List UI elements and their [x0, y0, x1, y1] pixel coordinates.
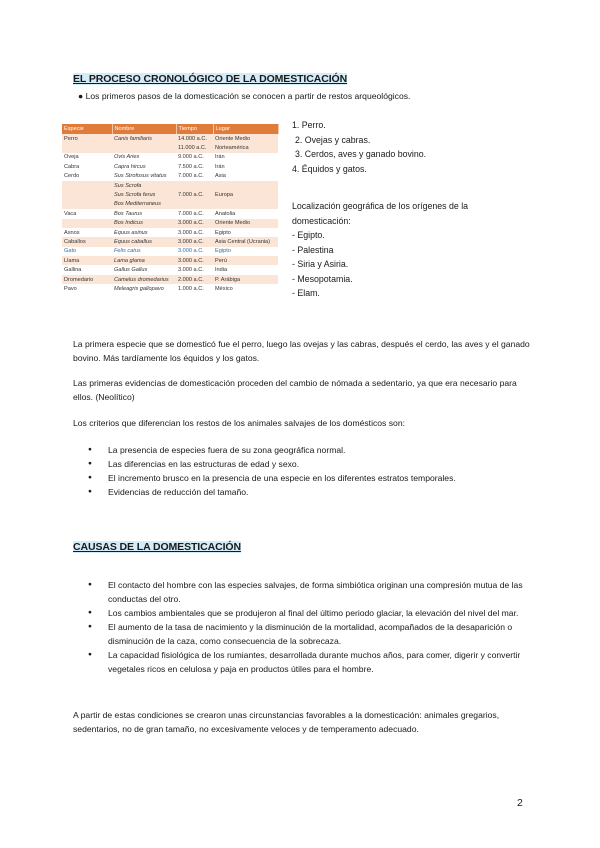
list-item: 1. Perro.	[292, 120, 326, 130]
list-item: - Egipto.	[292, 230, 325, 240]
table-row	[62, 228, 278, 237]
table-cell: Oveja	[64, 154, 79, 161]
table-cell: Perú	[213, 256, 278, 265]
table-cell: Norteamérica	[213, 143, 278, 152]
table-cell: 11.000 a.C.	[176, 143, 213, 152]
table-row	[62, 265, 278, 274]
domestication-table	[62, 124, 279, 294]
criteria-list	[88, 443, 528, 499]
list-item: ● La presencia de especies fuera de su zona geográfica normal.	[88, 443, 528, 457]
paragraph-conclusion: A partir de estas condiciones se crearon unas circunstancias favorables a la domesticación: animales gregarios, sedentarios, no de gran tamaño, no excesivamente veloces y de temperamento adecuado.	[73, 710, 500, 734]
geographic-origins	[292, 199, 482, 301]
table-cell: Anatolia	[215, 210, 236, 217]
table-cell	[176, 200, 213, 209]
table-cell: 3.000 a.C.	[176, 256, 213, 265]
table-row	[62, 275, 278, 284]
table-header-cell: Lugar	[213, 124, 278, 134]
table-row	[62, 247, 278, 256]
table-row	[62, 181, 278, 190]
table-cell: Asnos	[64, 229, 80, 236]
table-row	[62, 219, 278, 228]
list-item: ● El incremento brusco en la presencia de una especie en los diferentes estratos temporales.	[88, 471, 528, 485]
table-row	[62, 153, 278, 162]
list-item: ● Evidencias de reducción del tamaño.	[88, 485, 528, 499]
list-item: - Mesopotamia.	[292, 273, 353, 284]
paragraph-first-species: La primera especie que se domesticó fue el perro, luego las ovejas y las cabras, después el cerdo, las aves y el ganado bovino. Más tardíamente los équidos y los gatos.	[73, 339, 530, 363]
table-cell: Europa	[213, 190, 278, 199]
list-item: ● La capacidad fisiológica de los rumiantes, desarrollada durante muchos años, para comer, digerir y convertir vegetales ricos en celulosa y paja en productos útiles para el hombre.	[88, 648, 528, 676]
table-cell: Caballos	[62, 237, 112, 246]
table-cell: Asia	[215, 173, 226, 180]
table-header-cell: Nombre	[112, 124, 176, 134]
table-row	[62, 209, 278, 218]
table-cell: 7.000 a.C.	[178, 173, 204, 180]
table-cell: México	[215, 285, 233, 292]
table-cell: Pavo	[64, 285, 77, 292]
table-cell: 3.000 a.C.	[178, 248, 204, 255]
table-cell	[62, 200, 112, 209]
paragraph-first-evidence: Las primeras evidencias de domesticación proceden del cambio de nómada a sedentario, ya que era necesario para ellos. (Neolítico)	[73, 378, 517, 402]
table-cell: Equus caballus	[112, 237, 176, 246]
table-cell	[213, 181, 278, 190]
table-body	[62, 134, 278, 294]
list-item: ● El contacto del hombre con las especies salvajes, de forma simbiótica originan una compresión mutua de las conductas del otro.	[88, 578, 528, 606]
table-cell: Irán	[215, 154, 225, 161]
table-cell: Canis familiaris	[112, 134, 176, 143]
table-cell: Meleagris gallopavo	[114, 285, 164, 292]
section-title-chronology: EL PROCESO CRONOLÓGICO DE LA DOMESTICACIÓN	[73, 73, 348, 85]
table-row	[62, 134, 278, 143]
section-title-causes: CAUSAS DE LA DOMESTICACIÓN	[73, 541, 241, 553]
table-cell: 3.000 a.C.	[178, 229, 204, 236]
table-cell: Irán	[215, 163, 225, 170]
table-cell: Oriente Medio	[213, 134, 278, 143]
domestication-order-list	[292, 118, 426, 176]
table-cell: Capra hircus	[114, 163, 146, 170]
list-item: - Siria y Asiria.	[292, 259, 349, 269]
table-cell: 2.000 a.C.	[176, 275, 213, 284]
table-cell: 7.000 a.C.	[176, 190, 213, 199]
table-cell: Ovis Aries	[114, 154, 140, 161]
table-cell: Sus Scrofa	[112, 181, 176, 190]
paragraph-criteria-intro: Los criterios que diferencian los restos de los animales salvajes de los domésticos son:	[73, 418, 405, 428]
table-cell: Bos Indicus	[112, 219, 176, 228]
list-item: ● Los cambios ambientales que se produjeron al final del último periodo glaciar, la elevación del nivel del mar.	[88, 606, 528, 620]
table-row	[62, 190, 278, 199]
table-cell: Dromedario	[62, 275, 112, 284]
table-cell: Gallus Gallus	[114, 267, 148, 274]
table-cell: Sus Scrofa ferus	[112, 190, 176, 199]
table-row	[62, 143, 278, 152]
table-cell	[62, 219, 112, 228]
list-item: ● El aumento de la tasa de nacimiento y la disminución de la mortalidad, acompañados de la desaparición o disminución de la caza, como consecuencia de la sobrecaza.	[88, 620, 528, 648]
table-row	[62, 162, 278, 171]
table-cell: 9.000 a.C.	[178, 154, 204, 161]
table-cell	[62, 143, 112, 152]
table-cell: Equus asinus	[114, 229, 148, 236]
table-cell: 3.000 a.C.	[176, 237, 213, 246]
table-cell: Felis catus	[114, 248, 141, 255]
table-cell: Cabra	[64, 163, 80, 170]
table-cell: Sus Strofosus vitatus	[114, 173, 167, 180]
table-cell: 3.000 a.C.	[176, 219, 213, 228]
list-item: 3. Cerdos, aves y ganado bovino.	[295, 149, 427, 159]
list-item: 2. Ovejas y cabras.	[295, 134, 371, 145]
intro-bullet: ● Los primeros pasos de la domesticación se conocen a partir de restos arqueológicos.	[78, 91, 411, 101]
table-cell: Llama	[62, 256, 112, 265]
list-item: - Elam.	[292, 288, 320, 298]
causes-list	[88, 578, 528, 676]
table-cell: Bos Taurus	[114, 210, 143, 217]
table-cell: P. Arábiga	[213, 275, 278, 284]
page-number: 2	[517, 797, 523, 809]
table-cell	[112, 143, 176, 152]
bullet-icon: ●	[78, 91, 84, 101]
table-cell: Vaca	[64, 210, 77, 217]
table-header-cell: Especie	[62, 124, 112, 134]
table-cell: Asia Central (Ucrania)	[213, 237, 278, 246]
table-row	[62, 256, 278, 265]
list-item: ● Las diferencias en las estructuras de edad y sexo.	[88, 457, 528, 471]
table-cell: Bos Mediterraneus	[112, 200, 176, 209]
table-cell: Oriente Medio	[213, 219, 278, 228]
table-cell	[62, 181, 112, 190]
table-cell: 3.000 a.C.	[178, 267, 204, 274]
table-row	[62, 172, 278, 181]
list-item: 4. Équidos y gatos.	[292, 163, 367, 174]
geo-title: Localización geográfica de los orígenes de la domesticación:	[292, 201, 469, 226]
table-cell	[176, 181, 213, 190]
table-header-row	[62, 124, 278, 134]
table-cell: Cerdo	[64, 173, 80, 180]
table-row	[62, 237, 278, 246]
table-cell: 14.000 a.C.	[176, 134, 213, 143]
table-cell: Lama glama	[112, 256, 176, 265]
table-cell	[62, 190, 112, 199]
table-cell: 7.000 a.C.	[178, 210, 204, 217]
table-cell: India	[215, 267, 228, 274]
list-item: - Palestina	[292, 244, 334, 255]
table-cell: Gato	[64, 248, 77, 255]
table-cell: Egipto	[215, 229, 231, 236]
table-cell: Gallina	[64, 267, 82, 274]
table-row	[62, 284, 278, 293]
table-row	[62, 200, 278, 209]
table-cell: Perro	[62, 134, 112, 143]
table-cell: Egipto	[215, 248, 231, 255]
table-cell: 1.000 a.C.	[178, 285, 204, 292]
table-cell	[213, 200, 278, 209]
table-cell: 7.500 a.C.	[178, 163, 204, 170]
table-cell: Camelus dromedarius	[112, 275, 176, 284]
table-header-cell: Tiempo	[176, 124, 213, 134]
